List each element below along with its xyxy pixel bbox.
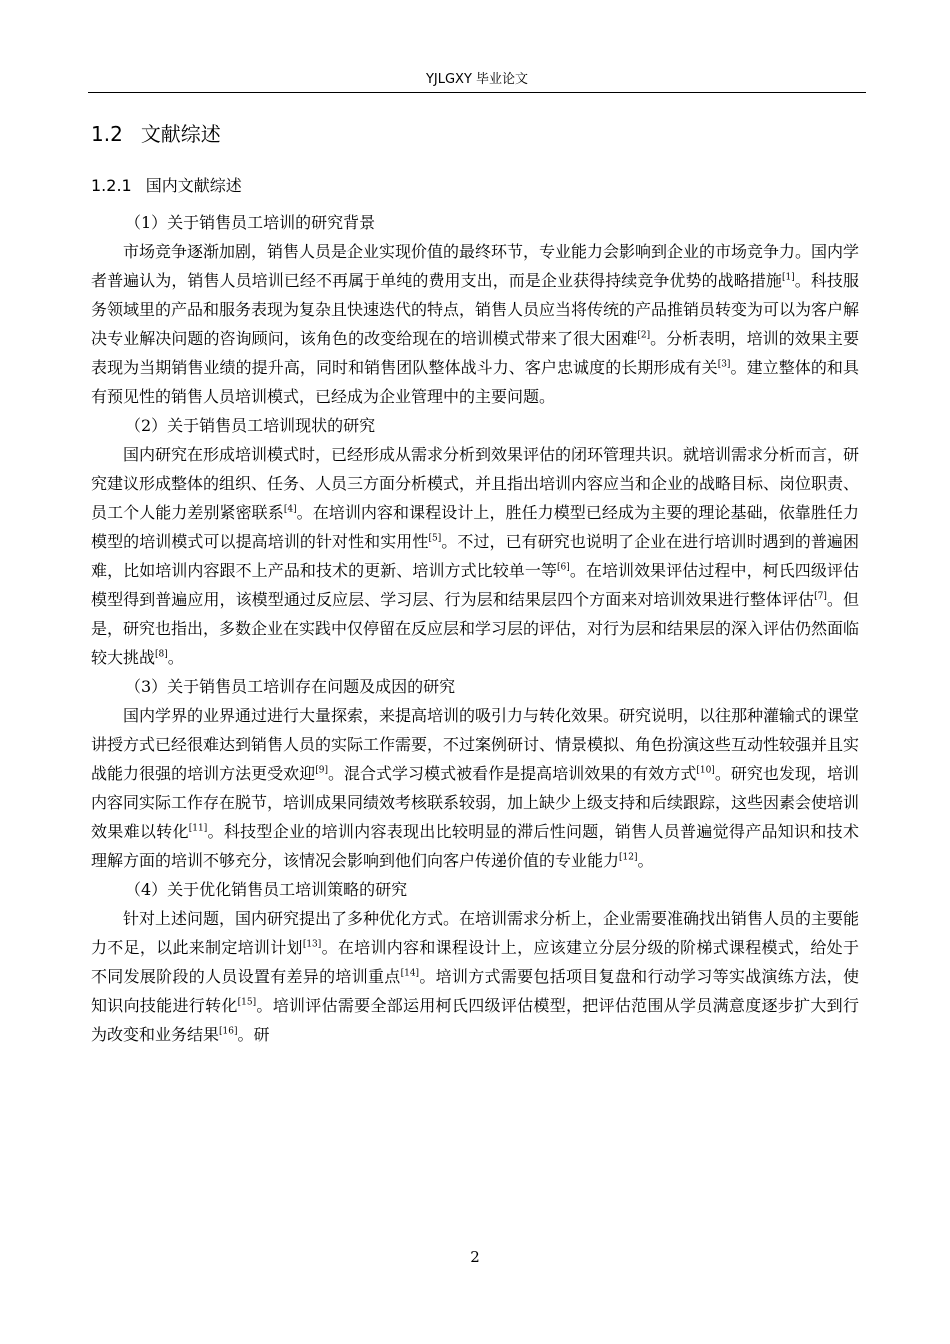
text-run: 。科技服务领域里的产品和服务表现为复杂且快速迭代的特点，销售人员应当将传统的产品推销员转变为可以为客户解决专业解决问题的咨询顾问，该角色的改变给现在的培训模式带来了很大困难: [91, 271, 860, 348]
text-run: 。: [637, 851, 654, 870]
text-run: 。培训方式需要包括项目复盘和行动学习等实战演练方法，使知识向技能进行转化: [91, 967, 859, 1015]
citation: [13]: [302, 939, 322, 950]
subhead: （1）关于销售员工培训的研究背景: [125, 213, 376, 232]
text-run: 。不过，已有研究也说明了企业在进行培训时遇到的普遍困难，比如培训内容跟不上产品和技术的更新、培训方式比较单一等: [91, 532, 859, 580]
text-run: 。在培训效果评估过程中，柯氏四级评估模型得到普遍应用，该模型通过反应层、学习层、行为层和结果层四个方面来对培训效果进行整体评估: [91, 561, 859, 609]
section-title: 文献综述: [140, 122, 221, 146]
citation: [11]: [188, 823, 208, 834]
subhead: （3）关于销售员工培训存在问题及成因的研究: [125, 677, 456, 696]
citation: [4]: [283, 504, 297, 515]
paragraph: [91, 904, 859, 1049]
text-run: 市场竞争逐渐加剧，销售人员是企业实现价值的最终环节，专业能力会影响到企业的市场竞争力。国内学者普遍认为，销售人员培训已经不再属于单纯的费用支出，而是企业获得持续竞争优势的战略措施: [91, 242, 860, 290]
citation: [12]: [619, 852, 638, 863]
citation: [6]: [557, 562, 570, 573]
citation: [10]: [696, 765, 715, 776]
citation: [9]: [315, 765, 328, 776]
text-run: 。建立整体的和具有预见性的销售人员培训模式，已经成为企业管理中的主要问题。: [91, 358, 859, 406]
paragraph: [91, 237, 859, 411]
citation: [2]: [637, 330, 651, 341]
document-body: [91, 208, 859, 1049]
text-run: 国内研究在形成培训模式时，已经形成从需求分析到效果评估的闭环管理共识。就培训需求分析而言，研究建议形成整体的组织、任务、人员三方面分析模式，并且指出培训内容应当和企业的战略目标、岗位职责、员工个人能力差别紧密联系: [91, 445, 860, 522]
text-run: 。在培训内容和课程设计上，胜任力模型已经成为主要的理论基础，依靠胜任力模型的培训模式可以提高培训的针对性和实用性: [91, 503, 859, 551]
section-number: 1.2: [91, 122, 123, 146]
text-run: 针对上述问题，国内研究提出了多种优化方式。在培训需求分析上，企业需要准确找出销售人员的主要能力不足，以此来制定培训计划: [91, 909, 860, 957]
subsection-heading: [91, 173, 242, 196]
subhead: （2）关于销售员工培训现状的研究: [125, 416, 376, 435]
paragraph: [91, 440, 859, 672]
citation: [1]: [781, 272, 795, 283]
page-header: YJLGXY 毕业论文: [425, 72, 529, 87]
subsection-title: 国内文献综述: [145, 176, 242, 195]
section-heading: [91, 118, 221, 147]
text-run: 。研究也发现，培训内容同实际工作存在脱节，培训成果同绩效考核联系较弱，加上缺少上级支持和后续跟踪，这些因素会使培训效果难以转化: [91, 764, 860, 841]
text-run: 。但是，研究也指出，多数企业在实践中仅停留在反应层和学习层的评估，对行为层和结果层的深入评估仍然面临较大挑战: [91, 590, 860, 667]
header-rule: [88, 92, 866, 93]
text-run: 。培训评估需要全部运用柯氏四级评估模型，把评估范围从学员满意度逐步扩大到行为改变和业务结果: [91, 996, 859, 1044]
subhead: （4）关于优化销售员工培训策略的研究: [125, 880, 408, 899]
text-run: 。研: [237, 1025, 270, 1044]
paragraph: [91, 701, 859, 875]
text-run: 。混合式学习模式被看作是提高培训效果的有效方式: [327, 764, 697, 783]
text-run: 。分析表明，培训的效果主要表现为当期销售业绩的提升高，同时和销售团队整体战斗力、客户忠诚度的长期形成有关: [91, 329, 859, 377]
citation: [15]: [237, 997, 257, 1008]
citation: [7]: [814, 591, 827, 602]
citation: [8]: [155, 649, 168, 660]
citation: [16]: [219, 1026, 238, 1037]
text-run: 。科技型企业的培训内容表现出比较明显的滞后性问题，销售人员普遍觉得产品知识和技术理解方面的培训不够充分，该情况会影响到他们向客户传递价值的专业能力: [91, 822, 859, 870]
text-run: 。: [167, 648, 184, 667]
text-run: 国内学界的业界通过进行大量探索，来提高培训的吸引力与转化效果。研究说明，以往那种灌输式的课堂讲授方式已经很难达到销售人员的实际工作需要，不过案例研讨、情景模拟、角色扮演这些互动性较强并且实战能力很强的培训方法更受欢迎: [91, 706, 860, 783]
text-run: 。在培训内容和课程设计上，应该建立分层分级的阶梯式课程模式，给处于不同发展阶段的人员设置有差异的培训重点: [91, 938, 859, 986]
citation: [14]: [400, 968, 420, 979]
subsection-number: 1.2.1: [91, 176, 132, 195]
citation: [5]: [428, 533, 442, 544]
page-number: 2: [470, 1248, 480, 1266]
citation: [3]: [717, 359, 731, 370]
